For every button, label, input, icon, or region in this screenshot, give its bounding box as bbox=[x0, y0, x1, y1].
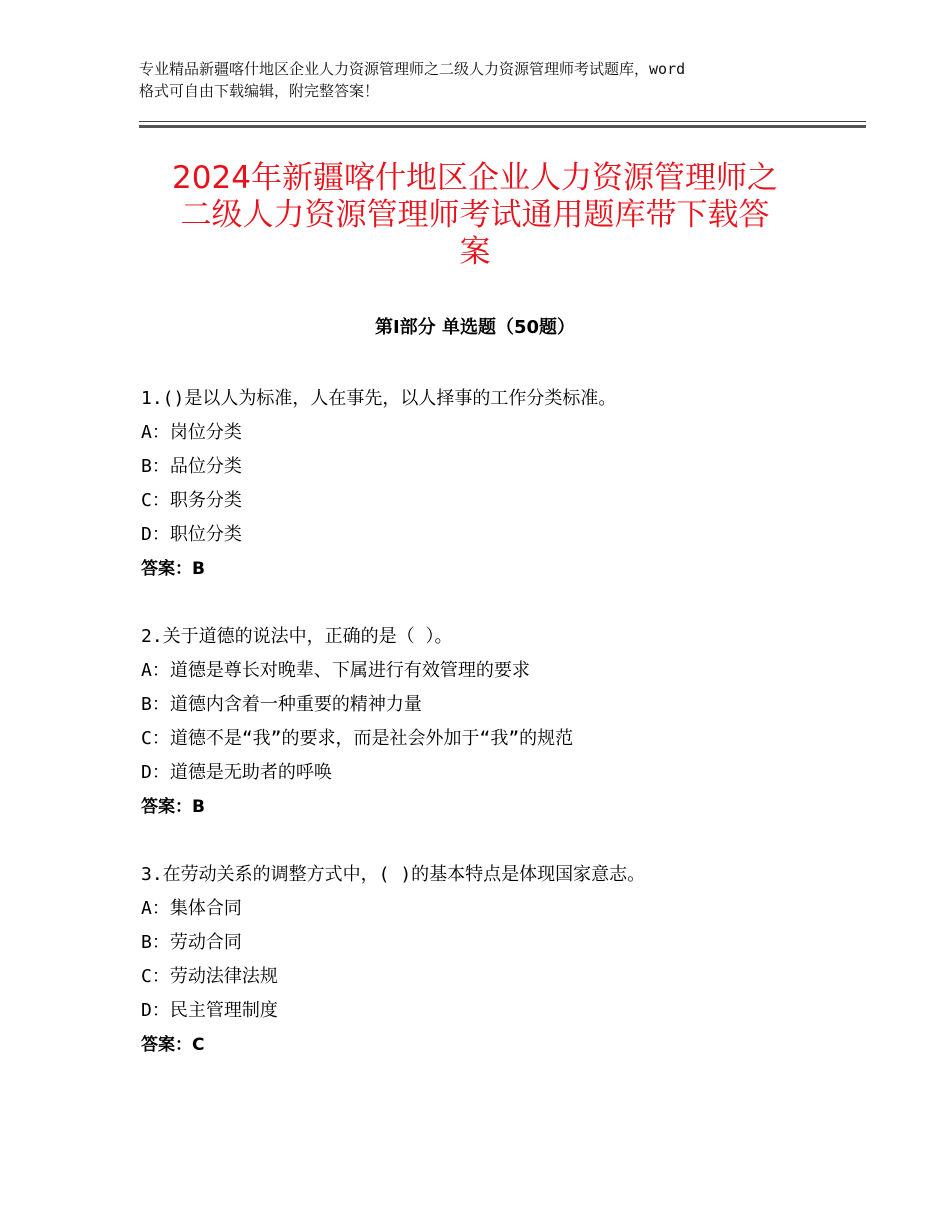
option-b: B：劳动合同 bbox=[141, 932, 242, 953]
question-stem: 3.在劳动关系的调整方式中，( )的基本特点是体现国家意志。 bbox=[141, 864, 646, 885]
header-note-line-2: 格式可自由下载编辑，附完整答案！ bbox=[139, 82, 380, 100]
answer: 答案：C bbox=[141, 1035, 205, 1055]
document-title bbox=[120, 160, 830, 271]
option-d: D：道德是无助者的呼唤 bbox=[141, 762, 332, 783]
header-note bbox=[139, 58, 839, 102]
option-c: C：道德不是“我”的要求，而是社会外加于“我”的规范 bbox=[141, 728, 574, 749]
question-3 bbox=[141, 858, 901, 1062]
option-c: C：职务分类 bbox=[141, 490, 242, 511]
option-b: B：道德内含着一种重要的精神力量 bbox=[141, 694, 422, 715]
header-divider-thin bbox=[139, 121, 866, 122]
answer: 答案：B bbox=[141, 559, 205, 579]
answer: 答案：B bbox=[141, 797, 205, 817]
option-c: C：劳动法律法规 bbox=[141, 966, 278, 987]
question-list bbox=[141, 382, 901, 1096]
header-divider-thick bbox=[139, 125, 866, 128]
question-stem: 1.()是以人为标准，人在事先，以人择事的工作分类标准。 bbox=[141, 388, 617, 409]
option-b: B：品位分类 bbox=[141, 456, 242, 477]
header-note-line-1: 专业精品新疆喀什地区企业人力资源管理师之二级人力资源管理师考试题库，word bbox=[139, 60, 686, 78]
option-a: A：道德是尊长对晚辈、下属进行有效管理的要求 bbox=[141, 660, 530, 681]
title-line-3: 案 bbox=[459, 234, 491, 270]
option-d: D：民主管理制度 bbox=[141, 1000, 278, 1021]
option-a: A：岗位分类 bbox=[141, 422, 242, 443]
section-heading: 第Ⅰ部分 单选题（50题） bbox=[374, 317, 575, 338]
title-line-1: 2024年新疆喀什地区企业人力资源管理师之 bbox=[172, 160, 778, 196]
question-1 bbox=[141, 382, 901, 586]
title-line-2: 二级人力资源管理师考试通用题库带下载答 bbox=[180, 197, 770, 233]
question-2 bbox=[141, 620, 901, 824]
option-a: A：集体合同 bbox=[141, 898, 242, 919]
option-d: D：职位分类 bbox=[141, 524, 242, 545]
question-stem: 2.关于道德的说法中，正确的是（ ）。 bbox=[141, 626, 453, 647]
